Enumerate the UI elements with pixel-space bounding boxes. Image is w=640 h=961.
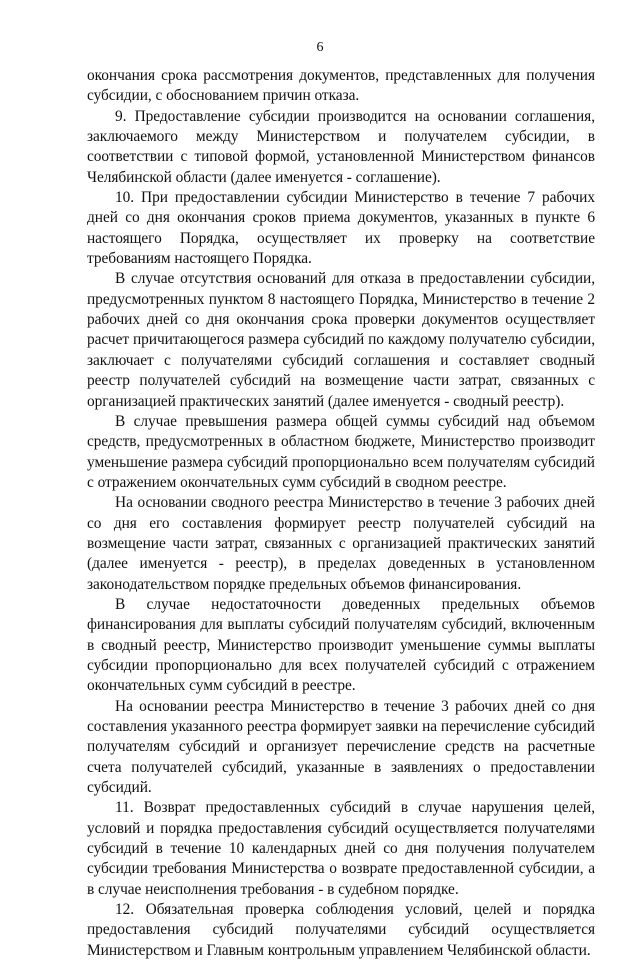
document-body xyxy=(87,66,595,961)
paragraph-registry-formation: На основании сводного реестра Министерство в течение 3 рабочих дней со дня его составления формирует реестр получателей субсидий на возмещение части затрат, связанных с организацией практических занятий (далее именуется - реестр), в пределах доведенных в установленном законодательством порядке предельных объемов финансирования. xyxy=(87,494,595,593)
paragraph-insufficient-funding: В случае недостаточности доведенных предельных объемов финансирования для выплаты субсидий получателям субсидий, включенным в сводный реестр, Министерство производит уменьшение суммы выплаты субсидии пропорционально для всех получателей субсидий с отражением окончательных сумм субсидий в реестре. xyxy=(87,595,595,695)
paragraph-budget-excess: В случае превышения размера общей суммы субсидий над объемом средств, предусмотренных в областном бюджете, Министерство производит уменьшение размера субсидий пропорционально всем получателям субсидий с отражением окончательных сумм субсидий в сводном реестре. xyxy=(87,412,595,491)
page-number: 6 xyxy=(316,40,324,55)
paragraph-item-12: 12. Обязательная проверка соблюдения условий, целей и порядка предоставления субсидий получателями субсидий осуществляется Министерством и Главным контрольным управлением Челябинской области. xyxy=(87,901,595,959)
paragraph-continuation: окончания срока рассмотрения документов, представленных для получения субсидии, с обоснованием причин отказа. xyxy=(87,67,595,105)
paragraph-item-11: 11. Возврат предоставленных субсидий в случае нарушения целей, условий и порядка предоставления субсидий осуществляется получателями субсидий в течение 10 календарных дней со дня получения получателем субсидии требования Министерства о возврате предоставленной субсидии, а в случае неисполнения требования - в судебном порядке. xyxy=(87,799,595,898)
paragraph-item-10: 10. При предоставлении субсидии Министерство в течение 7 рабочих дней со дня окончания сроков приема документов, указанных в пункте 6 настоящего Порядка, осуществляет их проверку на соответствие требованиям настоящего Порядка. xyxy=(87,189,595,268)
paragraph-no-refusal-grounds: В случае отсутствия оснований для отказа в предоставлении субсидии, предусмотренных пунктом 8 настоящего Порядка, Министерство в течение 2 рабочих дней со дня окончания срока проверки документов осуществляет расчет причитающегося размера субсидий по каждому получателю субсидии, заключает с получателями субсидий соглашения и составляет сводный реестр получателей субсидий на возмещение части затрат, связанных с организацией практических занятий (далее именуется - сводный реестр). xyxy=(87,270,595,410)
paragraph-item-9: 9. Предоставление субсидии производится на основании соглашения, заключаемого между Министерством и получателем субсидии, в соответствии с типовой формой, установленной Министерством финансов Челябинской области (далее именуется - соглашение). xyxy=(87,107,595,186)
paragraph-transfer-requests: На основании реестра Министерство в течение 3 рабочих дней со дня составления указанного реестра формирует заявки на перечисление субсидий получателям субсидий и организует перечисление средств на расчетные счета получателей субсидий, указанные в заявлениях о предоставлении субсидий. xyxy=(87,697,595,797)
